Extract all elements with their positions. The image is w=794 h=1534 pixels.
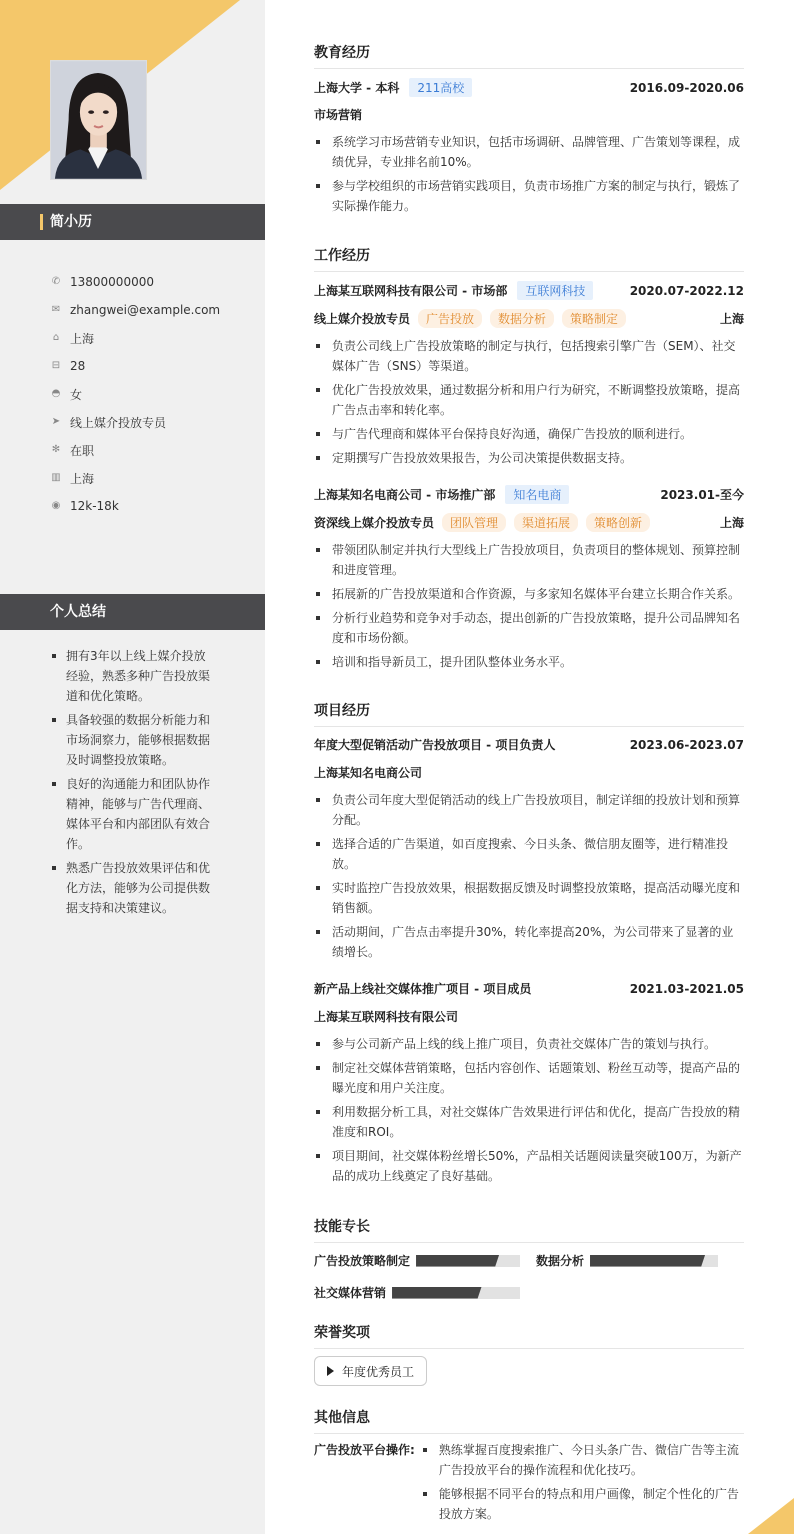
age-icon: ⊟: [51, 360, 61, 371]
summary-list: [50, 646, 215, 922]
other-bullet: 熟练掌握百度搜索推广、今日头条广告、微信广告等主流广告投放平台的操作流程和优化技巧。: [421, 1440, 744, 1480]
award-name: 年度优秀员工: [342, 1364, 415, 1379]
summary-item: 良好的沟通能力和团队协作精神，能够与广告代理商、媒体平台和内部团队有效合作。: [50, 774, 215, 854]
building-icon: ▥: [51, 472, 61, 483]
project-org-row: [314, 1008, 744, 1025]
contact-item: [50, 380, 250, 408]
education-date: 2016.09-2020.06: [629, 80, 744, 95]
sidebar: [0, 0, 265, 1534]
role-line: [314, 513, 650, 532]
skill-tag: 数据分析: [490, 309, 554, 328]
company-line: [314, 485, 569, 504]
contact-item: [50, 296, 250, 324]
other-key: 广告投放平台操作:: [314, 1443, 415, 1457]
other-info: [314, 1440, 744, 1528]
section-title-education: 教育经历: [314, 42, 744, 69]
company-line: [314, 281, 593, 300]
school-line: [314, 78, 472, 97]
skill-bar-fill: [416, 1255, 499, 1267]
contact-value: 上海: [70, 471, 95, 486]
project-date: 2021.03-2021.05: [629, 981, 744, 996]
project-header: [314, 736, 744, 753]
skill-bar-fill: [590, 1255, 705, 1267]
summary-title-bar: [0, 594, 265, 630]
job-bullet: 分析行业趋势和竞争对手动态，提出创新的广告投放策略，提升公司品牌知名度和市场份额。: [314, 608, 744, 648]
company-name: 上海某知名电商公司 - 市场推广部: [314, 488, 496, 502]
project-org-row: [314, 764, 744, 781]
other-bullet: 能够根据不同平台的特点和用户画像，制定个性化的广告投放方案。: [421, 1484, 744, 1524]
job-bullet: 拓展新的广告投放渠道和合作资源，与多家知名媒体平台建立长期合作关系。: [314, 584, 744, 604]
resume-title-bar: [0, 204, 265, 240]
contact-value: 12k-18k: [70, 499, 119, 513]
skill-tag: 广告投放: [418, 309, 482, 328]
accent-bar: [40, 214, 43, 230]
summary-title: 个人总结: [50, 604, 106, 620]
job-date: 2020.07-2022.12: [629, 283, 744, 298]
company-tag: 互联网科技: [517, 281, 593, 300]
job-bullet: 定期撰写广告投放效果报告，为公司决策提供数据支持。: [314, 448, 744, 468]
job-bullet: 与广告代理商和媒体平台保持良好沟通，确保广告投放的顺利进行。: [314, 424, 744, 444]
contact-value: zhangwei@example.com: [70, 303, 221, 317]
summary-item: 熟悉广告投放效果评估和优化方法，能够为公司提供数据支持和决策建议。: [50, 858, 215, 918]
section-title-honors: 荣誉奖项: [314, 1322, 744, 1349]
contact-item: [50, 492, 250, 520]
job-date: 2023.01-至今: [660, 488, 744, 502]
home-icon: ⌂: [52, 332, 60, 343]
contact-value: 线上媒介投放专员: [70, 415, 167, 430]
project-bullets: [314, 1034, 744, 1190]
skill-bar-fill: [392, 1287, 482, 1299]
project-org: 上海某知名电商公司: [314, 766, 423, 780]
job-role: 线上媒介投放专员: [314, 312, 411, 326]
summary-item: 拥有3年以上线上媒介投放经验，熟悉多种广告投放渠道和优化策略。: [50, 646, 215, 706]
skill-tag: 策略制定: [562, 309, 626, 328]
contact-item: [50, 408, 250, 436]
job-header: [314, 281, 744, 300]
skill-name: 数据分析: [536, 1254, 585, 1268]
contact-value: 13800000000: [70, 275, 154, 289]
company-tag: 知名电商: [505, 485, 569, 504]
school-name: 上海大学 - 本科: [314, 81, 400, 95]
resume-title: 简小历: [50, 214, 92, 230]
skill-tag: 团队管理: [442, 513, 506, 532]
job-bullets: [314, 540, 744, 676]
skill-tag: 渠道拓展: [514, 513, 578, 532]
skill-bar: [590, 1255, 718, 1267]
project-bullet: 实时监控广告投放效果，根据数据反馈及时调整投放策略，提高活动曝光度和销售额。: [314, 878, 744, 918]
project-bullet: 利用数据分析工具，对社交媒体广告效果进行评估和优化，提高广告投放的精准度和ROI。: [314, 1102, 744, 1142]
project-bullet: 参与公司新产品上线的线上推广项目，负责社交媒体广告的策划与执行。: [314, 1034, 744, 1054]
contact-value: 28: [70, 359, 86, 373]
section-title-other: 其他信息: [314, 1407, 744, 1434]
decor-corner: [748, 1498, 794, 1534]
contact-item: [50, 324, 250, 352]
project-bullets: [314, 790, 744, 966]
skill-bar: [392, 1287, 520, 1299]
contact-item: [50, 268, 250, 296]
contact-list: [50, 268, 250, 520]
project-bullet: 负责公司年度大型促销活动的线上广告投放项目，制定详细的投放计划和预算分配。: [314, 790, 744, 830]
summary-item: 具备较强的数据分析能力和市场洞察力，能够根据数据及时调整投放策略。: [50, 710, 215, 770]
project-bullet: 选择合适的广告渠道，如百度搜索、今日头条、微信朋友圈等，进行精准投放。: [314, 834, 744, 874]
skill-bar: [416, 1255, 520, 1267]
section-title-work: 工作经历: [314, 245, 744, 272]
school-tag: 211高校: [409, 78, 472, 97]
job-role-row: [314, 513, 744, 532]
project-name: 新产品上线社交媒体推广项目 - 项目成员: [314, 982, 532, 996]
profile-photo: [50, 60, 147, 180]
job-bullet: 带领团队制定并执行大型线上广告投放项目，负责项目的整体规划、预算控制和进度管理。: [314, 540, 744, 580]
job-bullets: [314, 336, 744, 472]
project-org: 上海某互联网科技有限公司: [314, 1010, 459, 1024]
job-city: 上海: [719, 516, 744, 530]
major-row: [314, 106, 744, 123]
education-bullet: 参与学校组织的市场营销实践项目，负责市场推广方案的制定与执行，锻炼了实际操作能力。: [314, 176, 744, 216]
education-header: [314, 78, 744, 97]
job-role-row: [314, 309, 744, 328]
award-chip[interactable]: [314, 1356, 427, 1386]
project-bullet: 制定社交媒体营销策略，包括内容创作、话题策划、粉丝互动等，提高产品的曝光度和用户关注度。: [314, 1058, 744, 1098]
job-header: [314, 485, 744, 504]
contact-value: 上海: [70, 331, 95, 346]
skill-tag: 策略创新: [586, 513, 650, 532]
job-bullet: 优化广告投放效果，通过数据分析和用户行为研究，不断调整投放策略，提高广告点击率和转化率。: [314, 380, 744, 420]
project-header: [314, 980, 744, 997]
education-bullet: 系统学习市场营销专业知识，包括市场调研、品牌管理、广告策划等课程，成绩优异，专业排名前10%。: [314, 132, 744, 172]
send-icon: ➤: [51, 416, 61, 427]
education-bullets: [314, 132, 744, 220]
contact-item: [50, 464, 250, 492]
role-line: [314, 309, 626, 328]
skill-name: 广告投放策略制定: [314, 1254, 411, 1268]
play-icon: [327, 1366, 334, 1376]
other-bullets: [421, 1440, 744, 1528]
major: 市场营销: [314, 108, 363, 122]
contact-value: 女: [70, 387, 83, 402]
mail-icon: ✉: [51, 304, 61, 315]
job-bullet: 负责公司线上广告投放策略的制定与执行，包括搜索引擎广告（SEM）、社交媒体广告（SNS）等渠道。: [314, 336, 744, 376]
gear-icon: ✻: [51, 444, 61, 455]
project-bullet: 活动期间，广告点击率提升30%，转化率提高20%，为公司带来了显著的业绩增长。: [314, 922, 744, 962]
phone-icon: ✆: [51, 276, 61, 287]
section-title-projects: 项目经历: [314, 700, 744, 727]
company-name: 上海某互联网科技有限公司 - 市场部: [314, 284, 508, 298]
project-bullet: 项目期间，社交媒体粉丝增长50%，产品相关话题阅读量突破100万，为新产品的成功上线奠定了良好基础。: [314, 1146, 744, 1186]
portrait-illustration: [51, 61, 146, 179]
salary-icon: ◉: [51, 500, 61, 511]
skill-item: [314, 1252, 520, 1269]
job-role: 资深线上媒介投放专员: [314, 516, 435, 530]
contact-item: [50, 352, 250, 380]
gender-icon: ◓: [51, 388, 61, 399]
section-title-skills: 技能专长: [314, 1216, 744, 1243]
job-bullet: 培训和指导新员工，提升团队整体业务水平。: [314, 652, 744, 672]
project-date: 2023.06-2023.07: [629, 737, 744, 752]
skill-item: [536, 1252, 718, 1269]
skill-item: [314, 1284, 520, 1301]
project-name: 年度大型促销活动广告投放项目 - 项目负责人: [314, 738, 556, 752]
contact-item: [50, 436, 250, 464]
job-city: 上海: [719, 312, 744, 326]
skill-name: 社交媒体营销: [314, 1286, 387, 1300]
contact-value: 在职: [70, 443, 95, 458]
